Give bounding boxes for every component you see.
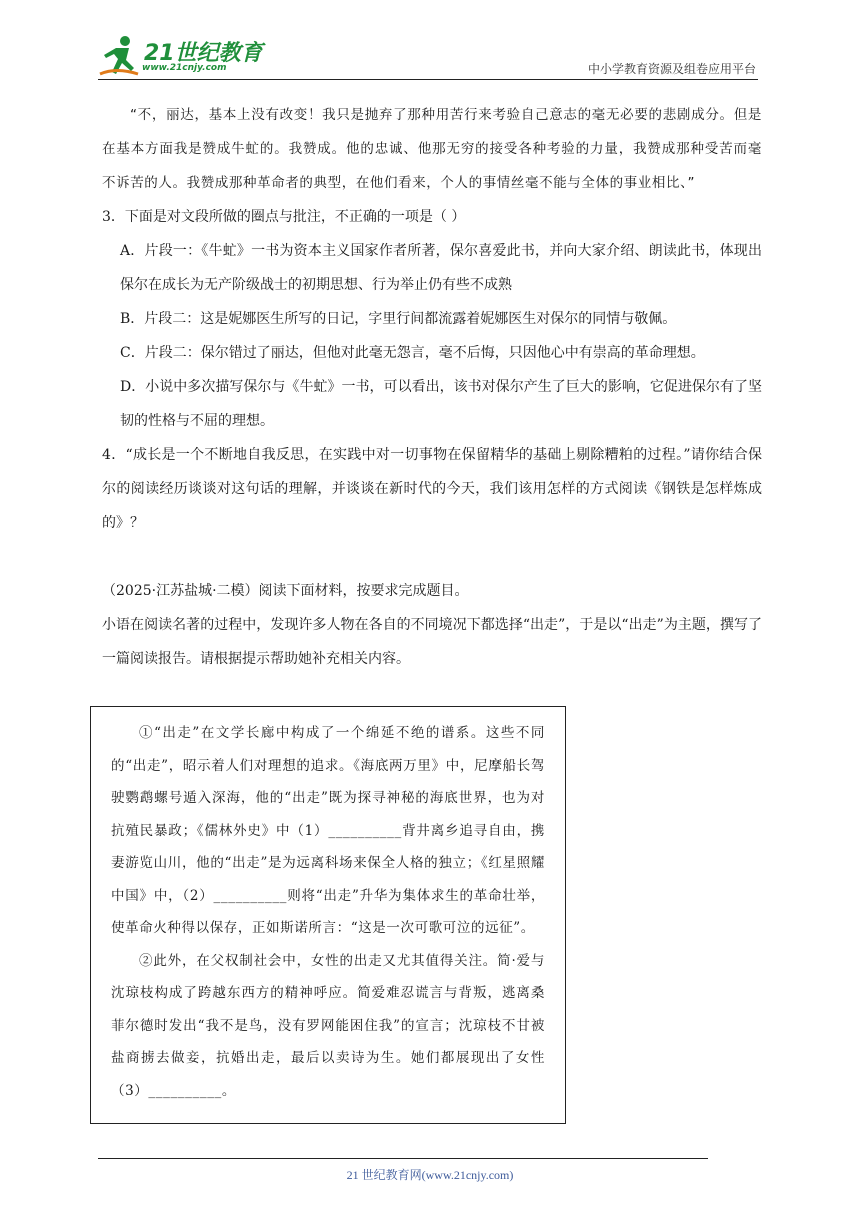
section-gap	[102, 540, 762, 574]
quote-paragraph: “不，丽达，基本上没有改变！我只是抛弃了那种用苦行来考验自己意志的毫无必要的悲剧成分。但是在基本方面我是赞成牛虻的。我赞成。他的忠诚、他那无穷的接受各种考验的力量，我赞成那种受苦而毫不诉苦的人。我赞成那种革命者的典型，在他们看来，个人的事情丝毫不能与全体的事业相比、”	[102, 107, 762, 191]
platform-name: 中小学教育资源及组卷应用平台	[587, 62, 756, 76]
page-header	[0, 0, 860, 90]
section-intro: 小语在阅读名著的过程中，发现许多人物在各自的不同境况下都选择“出走”，于是以“出走”为主题，撰写了一篇阅读报告。请根据提示帮助她补充相关内容。	[102, 617, 762, 667]
main-content	[102, 98, 762, 676]
reading-report-box	[90, 706, 566, 1124]
question-3-option-a: A．片段一：《牛虻》一书为资本主义国家作者所著，保尔喜爱此书，并向大家介绍、朗读此书，体现出保尔在成长为无产阶级战士的初期思想、行为举止仍有些不成熟	[120, 243, 762, 293]
section-source: （2025·江苏盐城·二模）阅读下面材料，按要求完成题目。	[102, 583, 469, 599]
report-paragraph-2: ②此外，在父权制社会中，女性的出走又尤其值得关注。简·爱与沈琼枝构成了跨越东西方的精神呼应。简爱难忍谎言与背叛，逃离桑菲尔德时发出“我不是鸟，没有罗网能困住我”的宣言；沈琼枝不甘被盐商掳去做妾，抗婚出走，最后以卖诗为生。她们都展现出了女性（3）__________。	[111, 952, 545, 1099]
logo-title: 21世纪教育	[144, 41, 263, 66]
footer-text[interactable]: 21 世纪教育网(www.21cnjy.com)	[346, 1168, 514, 1182]
footer-divider	[98, 1158, 708, 1159]
question-3-option-b: B．片段二：这是妮娜医生所写的日记，字里行间都流露着妮娜医生对保尔的同情与敬佩。	[120, 311, 677, 327]
question-4-stem: 4．“成长是一个不断地自我反思，在实践中对一切事物在保留精华的基础上剔除糟粕的过程。”请你结合保尔的阅读经历谈谈对这句话的理解，并谈谈在新时代的今天，我们该用怎样的方式阅读《钢铁是怎样炼成的》？	[102, 447, 762, 531]
question-3-stem: 3．下面是对文段所做的圈点与批注，不正确的一项是（ ）	[102, 209, 466, 225]
report-paragraph-1: ①“出走”在文学长廊中构成了一个绵延不绝的谱系。这些不同的“出走”，昭示着人们对理想的追求。《海底两万里》中，尼摩船长驾驶鹦鹉螺号遁入深海，他的“出走”既为探寻神秘的海底世界，也为对抗殖民暴政；《儒林外史》中（1）__________背井离乡追寻自由，携妻游览山川，他的“出走”是为远离科场来保全人格的独立；《红星照耀中国》中，（2）__________则将“出走”升华为集体求生的革命壮举，使革命火种得以保存，正如斯诺所言：“这是一次可歌可泣的远征”。	[111, 725, 545, 936]
question-3-option-c: C．片段二：保尔错过了丽达，但他对此毫无怨言，毫不后悔，只因他心中有崇高的革命理想。	[120, 345, 705, 361]
question-3-option-d: D．小说中多次描写保尔与《牛虻》一书，可以看出，该书对保尔产生了巨大的影响，它促进保尔有了坚韧的性格与不屈的理想。	[120, 379, 762, 429]
header-divider	[98, 79, 758, 80]
running-figure-icon	[96, 34, 142, 78]
logo-url: www.21cnjy.com	[142, 63, 227, 73]
site-logo[interactable]	[96, 34, 266, 80]
